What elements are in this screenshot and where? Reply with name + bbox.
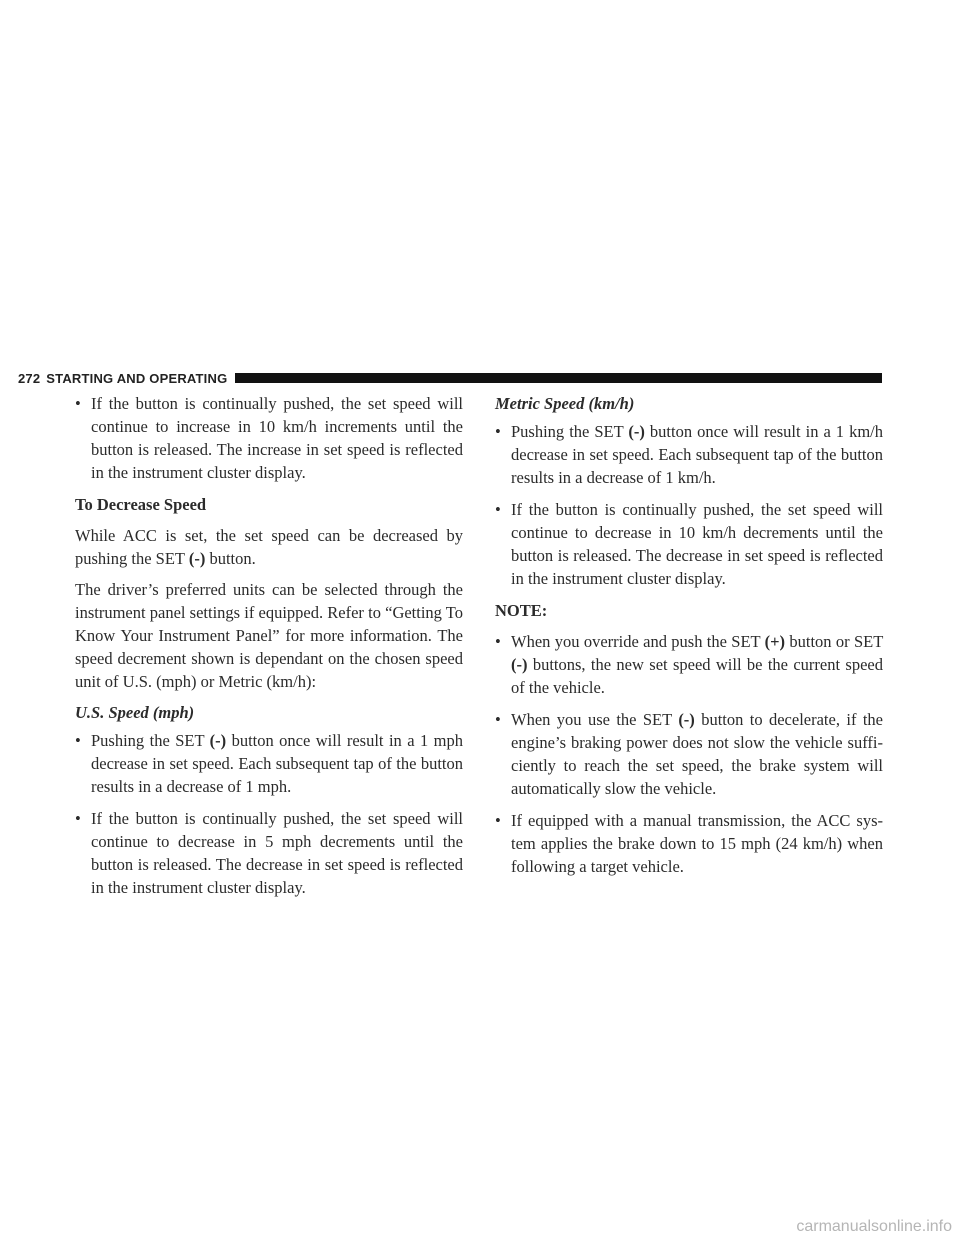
set-plus-label: (+) (764, 632, 786, 651)
set-minus-label: (-) (678, 710, 695, 729)
list-item: • When you use the SET (-) button to decelerate, if the engine’s braking power does not slow the vehicle suffi-ciently to reach the set speed, the brake system will automatically slow the vehicle. (495, 710, 883, 798)
section-title: STARTING AND OPERATING (46, 370, 228, 386)
set-minus-label: (-) (511, 655, 528, 674)
bullet-icon: • (495, 632, 501, 651)
header-rule (235, 373, 882, 383)
paragraph: The driver’s preferred units can be selected through the instrument panel settings if equipped. Refer to “Getting To Know Your Instrument Panel” for more information. The speed decrement shown is dependant on the chosen speed unit of U.S. (mph) or Metric (km/h): (75, 580, 463, 691)
set-minus-label: (-) (188, 549, 206, 568)
subheading-us-speed: U.S. Speed (mph) (75, 703, 195, 722)
bullet-icon: • (495, 422, 501, 441)
paragraph: While ACC is set, the set speed can be decreased by pushing the SET (-) button. (75, 526, 463, 568)
watermark: carmanualsonline.info (796, 1218, 952, 1235)
bullet-icon: • (495, 811, 501, 830)
subheading-metric-speed: Metric Speed (km/h) (495, 394, 635, 413)
bullet-icon: • (75, 394, 81, 413)
set-minus-label: (-) (628, 422, 645, 441)
right-column (495, 392, 883, 887)
list-item: • When you override and push the SET (+) button or SET (-) buttons, the new set speed will be the current speed of the vehicle. (495, 632, 883, 697)
bullet-icon: • (495, 500, 501, 519)
bullet-text: If equipped with a manual transmission, the ACC sys-tem applies the brake down to 15 mph (24 km/h) when following a target vehicle. (511, 811, 883, 876)
bullet-text: If the button is continually pushed, the set speed will continue to decrease in 5 mph decrements until the button is released. The decrease in set speed is reflected in the instrument cluster display. (91, 809, 463, 897)
bullet-icon: • (75, 731, 81, 750)
list-item (495, 809, 883, 878)
list-item: • Pushing the SET (-) button once will result in a 1 mph decrease in set speed. Each subsequent tap of the button results in a decrease of 1 mph. (75, 731, 463, 796)
page-number: 272 (18, 370, 41, 386)
bullet-icon: • (75, 809, 81, 828)
list-item: • Pushing the SET (-) button once will result in a 1 km/h decrease in set speed. Each subsequent tap of the button results in a decrease of 1 km/h. (495, 422, 883, 487)
section-heading: To Decrease Speed (75, 495, 207, 514)
list-item (495, 498, 883, 590)
page-header (18, 369, 882, 387)
left-column (75, 392, 463, 908)
set-minus-label: (-) (209, 731, 227, 750)
bullet-text: If the button is continually pushed, the set speed will continue to decrease in 10 km/h decrements until the button is released. The decrease in set speed is reflected in the instrument cluster display. (511, 500, 883, 588)
note-label: NOTE: (495, 601, 548, 620)
bullet-icon: • (495, 710, 501, 729)
bullet-text: If the button is continually pushed, the set speed will continue to increase in 10 km/h increments until the button is released. The increase in set speed is reflected in the instrument cluster display. (91, 394, 463, 482)
list-item (75, 392, 463, 484)
list-item (75, 807, 463, 899)
